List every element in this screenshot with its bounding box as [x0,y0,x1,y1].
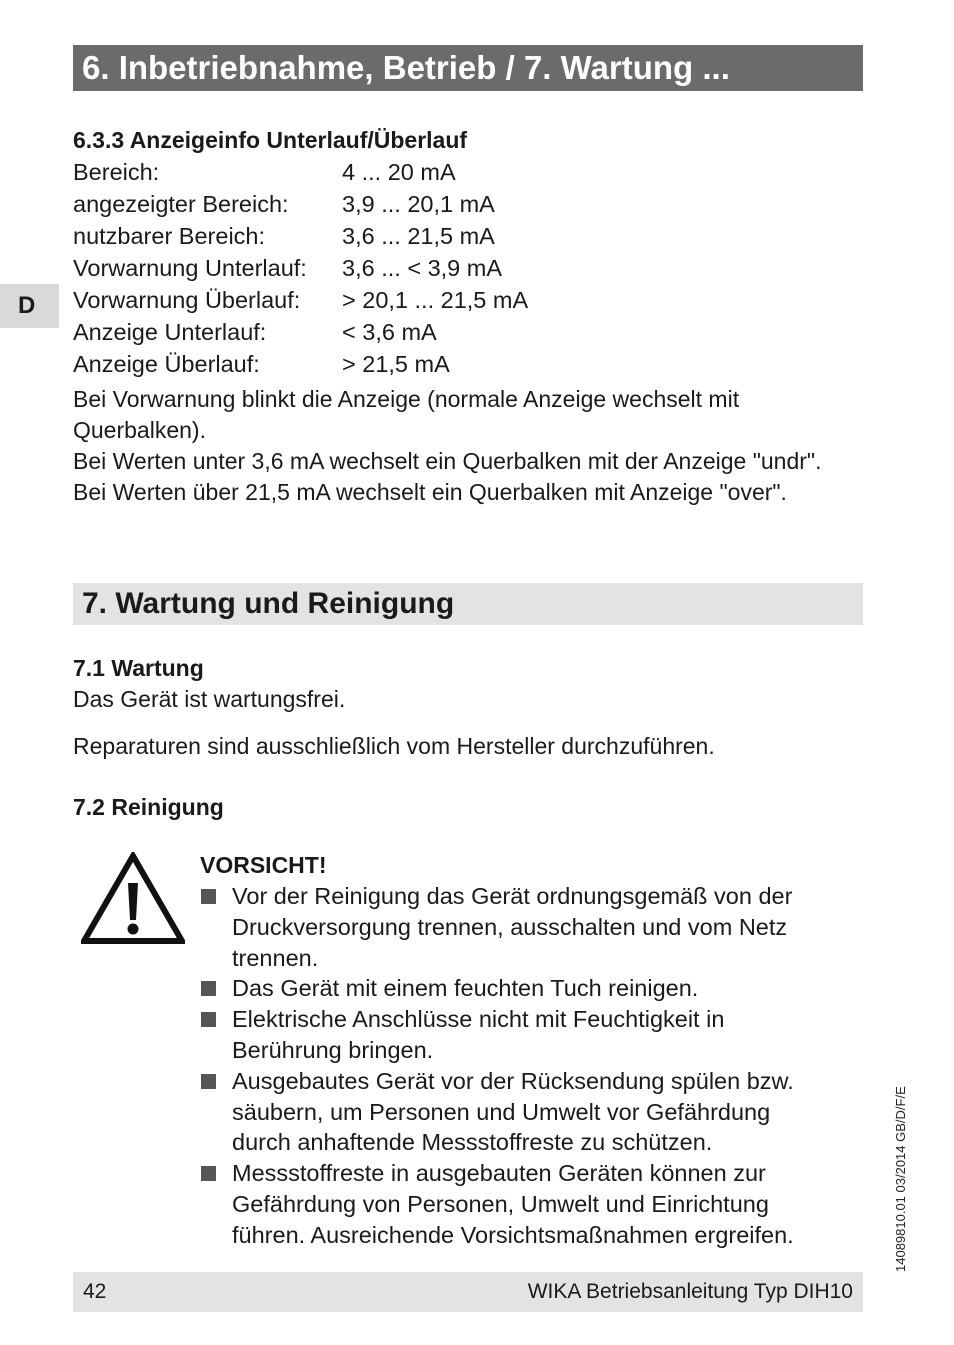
spec-label: Anzeige Überlauf: [73,351,260,377]
section-title: 7. Wartung und Reinigung [82,587,455,620]
prewarning-paragraph-line2: Querbalken). [73,417,206,443]
spec-value: 4 ... 20 mA [342,159,456,185]
spec-value: > 21,5 mA [342,351,450,377]
spec-label: angezeigter Bereich: [73,191,289,217]
caution-list [200,881,860,1251]
list-item-line: Druckversorgung trennen, ausschalten und vom Netz [232,913,788,940]
warning-triangle-icon [81,852,185,945]
overflow-paragraph: Bei Werten über 21,5 mA wechselt ein Querbalken mit Anzeige "over". [73,479,787,505]
chapter-header [73,45,863,91]
spec-value: 3,6 ... 21,5 mA [342,223,495,249]
list-item-line: führen. Ausreichende Vorsichtsmaßnahmen ergreifen. [232,1221,794,1248]
spec-label: Vorwarnung Überlauf: [73,287,301,313]
list-item-line: Ausgebautes Gerät vor der Rücksendung spülen bzw. [232,1067,794,1094]
spec-value: 3,9 ... 20,1 mA [342,191,495,217]
chapter-title: 6. Inbetriebnahme, Betrieb / 7. Wartung ... [82,49,730,86]
spec-value: 3,6 ... < 3,9 mA [342,255,503,281]
spec-value: > 20,1 ... 21,5 mA [342,287,529,313]
subsection-heading-633: 6.3.3 Anzeigeinfo Unterlauf/Überlauf [73,127,468,153]
subsection-heading-72: 7.2 Reinigung [73,794,224,820]
page-number: 42 [83,1280,107,1303]
caution-title: VORSICHT! [200,852,327,878]
document-code: 14089810.01 03/2014 GB/D/F/E [893,1086,908,1272]
subsection-heading-71: 7.1 Wartung [73,655,204,681]
spec-value: < 3,6 mA [342,319,437,345]
square-bullet-icon [201,1166,216,1181]
list-item-line: trennen. [232,944,319,971]
square-bullet-icon [201,1074,216,1089]
list-item-line: säubern, um Personen und Umwelt vor Gefährdung [232,1098,771,1125]
page-footer [73,1272,863,1312]
list-item-line: Das Gerät mit einem feuchten Tuch reinigen. [232,975,699,1002]
list-item [200,1158,860,1250]
spec-label: Vorwarnung Unterlauf: [73,255,307,281]
section-header-7 [73,583,863,625]
list-item-line: Gefährdung von Personen, Umwelt und Einrichtung [232,1190,769,1217]
list-item [200,881,860,973]
language-tab-label: D [18,292,36,319]
spec-label: Anzeige Unterlauf: [73,319,267,345]
list-item [200,1004,860,1066]
list-item-line: Vor der Reinigung das Gerät ordnungsgemäß von der [232,883,793,909]
list-item-line: Berührung bringen. [232,1036,434,1063]
language-tab [0,284,59,328]
list-item-line: durch anhaftende Messstoffreste zu schützen. [232,1129,713,1156]
square-bullet-icon [201,981,216,996]
list-item-line: Elektrische Anschlüsse nicht mit Feuchtigkeit in [232,1006,725,1033]
maintenance-free-text: Das Gerät ist wartungsfrei. [73,686,346,712]
square-bullet-icon [201,1012,216,1027]
document-title: WIKA Betriebsanleitung Typ DIH10 [527,1280,853,1303]
prewarning-paragraph-line1: Bei Vorwarnung blinkt die Anzeige (normale Anzeige wechselt mit [73,386,740,412]
spec-label: nutzbarer Bereich: [73,223,266,249]
list-item-line: Messstoffreste in ausgebauten Geräten können zur [232,1160,766,1187]
list-item [200,973,860,1004]
repair-text: Reparaturen sind ausschließlich vom Hersteller durchzuführen. [73,733,715,759]
square-bullet-icon [201,889,216,904]
underflow-paragraph: Bei Werten unter 3,6 mA wechselt ein Querbalken mit der Anzeige "undr". [73,448,822,474]
list-item [200,1066,860,1158]
spec-label: Bereich: [73,159,160,185]
